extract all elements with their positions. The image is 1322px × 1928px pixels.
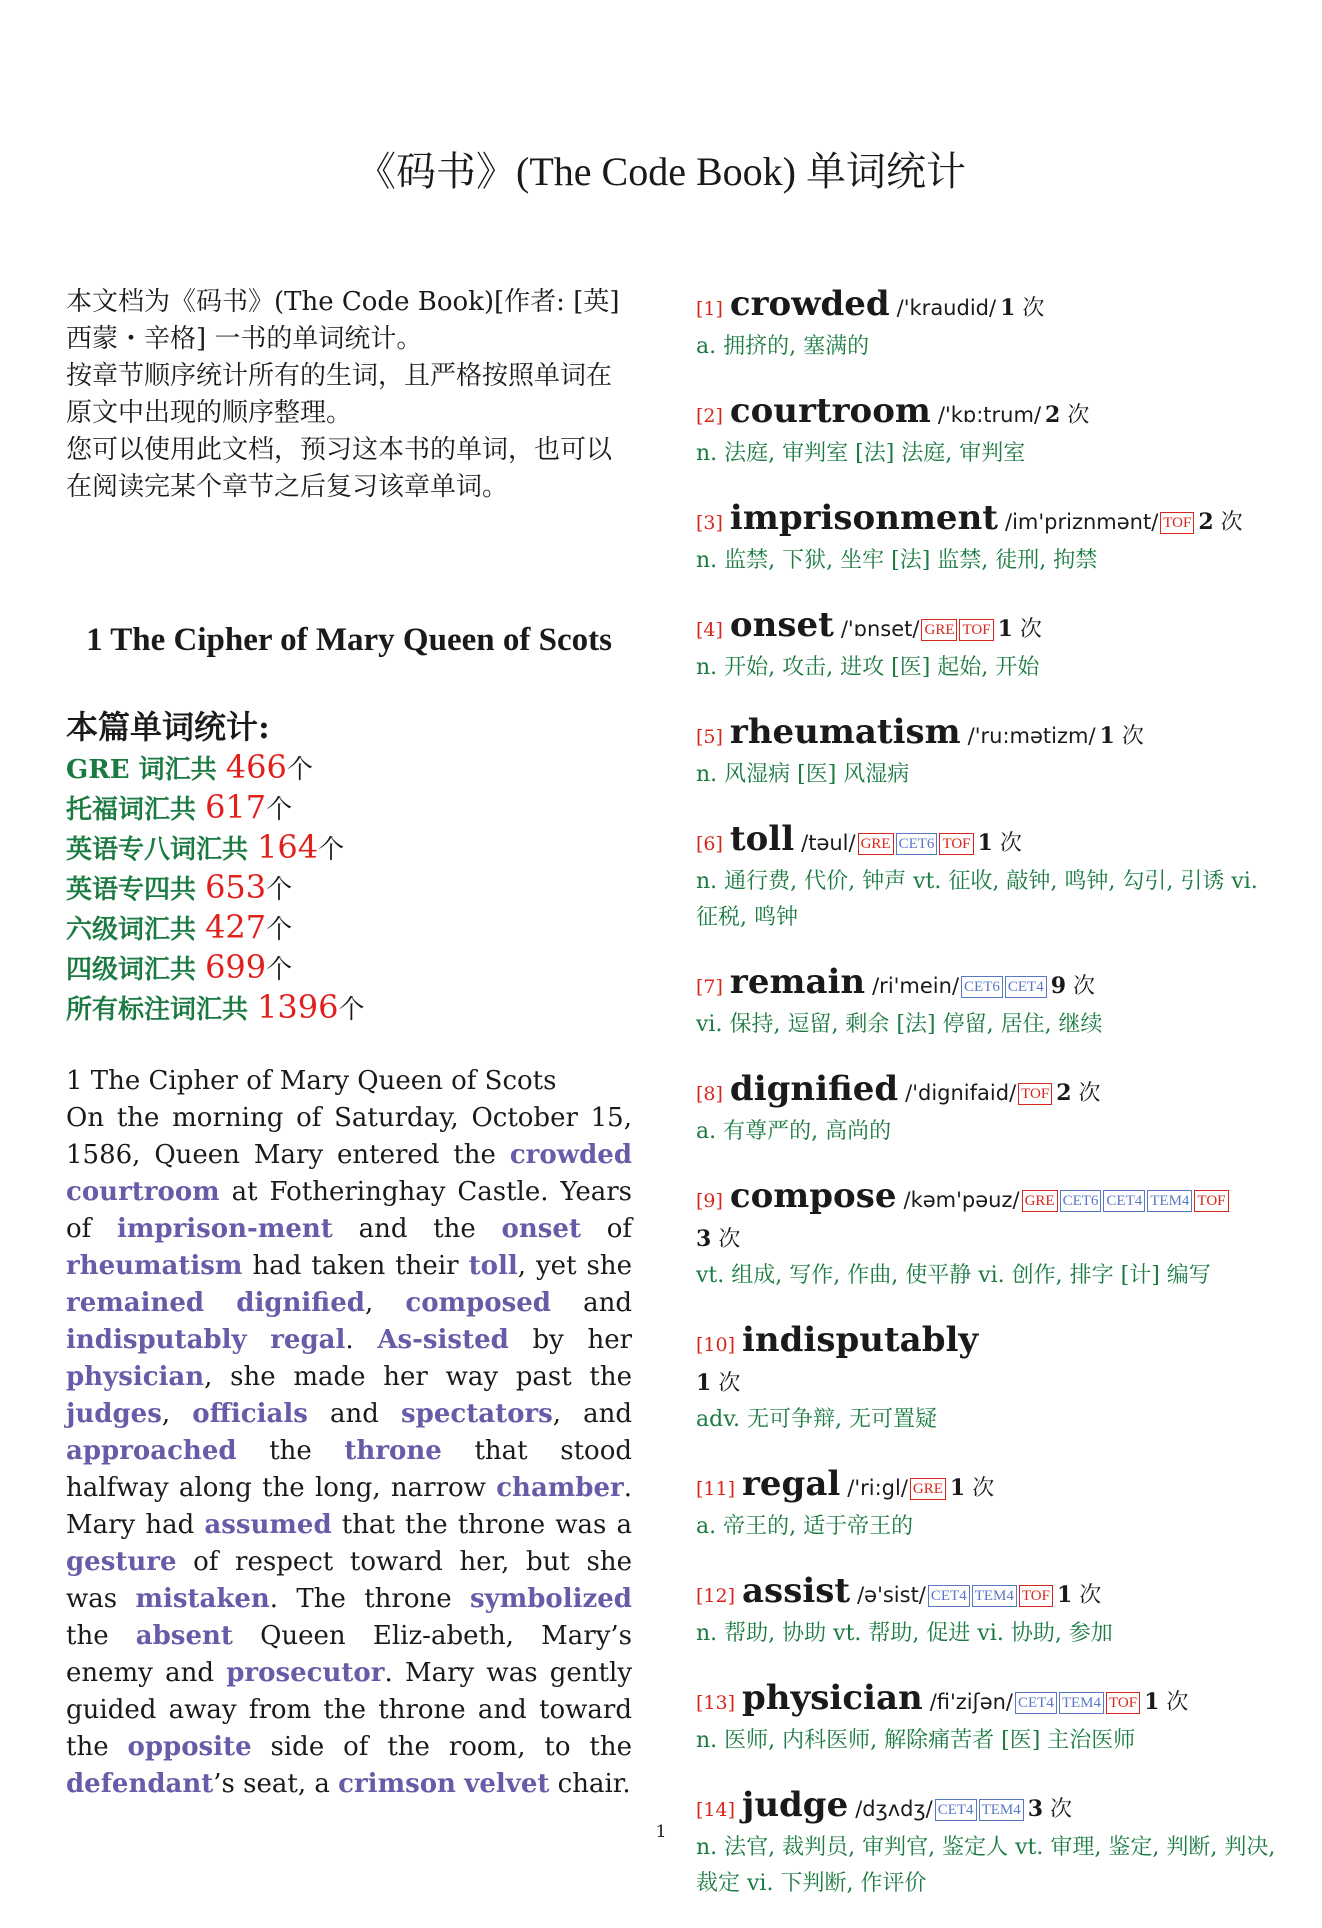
entry-definition: n. 法官, 裁判员, 审判官, 鉴定人 vt. 审理, 鉴定, 判断, 判决, 裁定 vi. 下判断, 作评价 xyxy=(696,1835,1276,1896)
entry-index: [13] xyxy=(696,1692,736,1714)
entry-head xyxy=(696,962,1282,1007)
entry-count xyxy=(1100,724,1144,749)
entry-index: [4] xyxy=(696,619,723,641)
entry-phonetic: /'dignifaid/ xyxy=(905,1081,1017,1105)
entry-count xyxy=(1051,974,1095,999)
level-tag: TEM4 xyxy=(1059,1692,1104,1714)
entry-index: [5] xyxy=(696,726,723,748)
level-tag: TOF xyxy=(959,619,993,641)
level-tag: CET4 xyxy=(1015,1692,1057,1714)
entry-definition: adv. 无可争辩, 无可置疑 xyxy=(696,1407,937,1432)
count-number: 1 xyxy=(1000,295,1016,321)
entry-word: regal xyxy=(742,1464,841,1504)
highlighted-word: crimson xyxy=(338,1769,456,1799)
level-tag: GRE xyxy=(910,1478,946,1500)
entry-definition: a. 有尊严的, 高尚的 xyxy=(696,1119,892,1144)
stats-row xyxy=(66,949,632,989)
highlighted-word: opposite xyxy=(127,1732,252,1762)
entry-word: onset xyxy=(729,605,834,645)
count-unit: 次 xyxy=(1079,1583,1102,1608)
entry-phonetic: /fi'ziʃən/ xyxy=(929,1690,1013,1714)
entry-count xyxy=(1028,1797,1072,1822)
entry-definition: a. 拥挤的, 塞满的 xyxy=(696,334,870,359)
stats-row xyxy=(66,909,632,949)
highlighted-word: toll xyxy=(468,1251,518,1281)
count-unit: 次 xyxy=(1050,1797,1073,1822)
level-tag: CET4 xyxy=(1103,1190,1145,1212)
stats-number: 427 xyxy=(205,908,267,946)
intro xyxy=(66,284,632,506)
vocab-entry xyxy=(696,1176,1282,1294)
entry-count xyxy=(1045,403,1089,428)
count-unit: 次 xyxy=(1121,724,1144,749)
entry-word: crowded xyxy=(729,284,890,324)
stats-row xyxy=(66,749,632,789)
entry-index: [10] xyxy=(696,1334,736,1356)
entry-phonetic: /təul/ xyxy=(801,831,856,855)
stats-unit: 个 xyxy=(286,755,313,785)
level-tag: CET4 xyxy=(1005,976,1047,998)
count-unit: 次 xyxy=(1078,1081,1101,1106)
stats-unit: 个 xyxy=(318,835,345,865)
entry-word: imprisonment xyxy=(729,498,998,538)
count-number: 2 xyxy=(1198,509,1214,535)
entry-head xyxy=(696,1176,1282,1221)
word-stats xyxy=(66,705,632,1029)
intro-line: 您可以使用此文档，预习这本书的单词，也可以在阅读完某个章节之后复习该章单词。 xyxy=(66,435,613,502)
vocab-entry xyxy=(696,498,1282,579)
left-column xyxy=(66,284,632,1803)
level-tag: GRE xyxy=(921,619,957,641)
entry-count xyxy=(1056,1081,1100,1106)
vocab-entry xyxy=(696,962,1282,1043)
entry-phonetic: /'kɒ:trum/ xyxy=(937,403,1042,427)
entry-definition: vt. 组成, 写作, 作曲, 使平静 vi. 创作, 排字 [计] 编写 xyxy=(696,1263,1211,1288)
highlighted-word: absent xyxy=(135,1621,233,1651)
count-unit: 次 xyxy=(718,1227,741,1252)
stats-label: 六级词汇共 xyxy=(66,915,206,945)
vocab-entry xyxy=(696,819,1282,936)
entry-definition: n. 通行费, 代价, 钟声 vt. 征收, 敲钟, 鸣钟, 勾引, 引诱 vi. 征税, 鸣钟 xyxy=(696,869,1258,930)
vocab-entry xyxy=(696,1069,1282,1150)
highlighted-word: courtroom xyxy=(66,1177,220,1207)
passage-header: 1 The Cipher of Mary Queen of Scots xyxy=(66,1066,557,1096)
level-tag: CET4 xyxy=(935,1799,977,1821)
stats-label: 托福词汇共 xyxy=(66,795,206,825)
entry-count xyxy=(1198,510,1242,535)
count-unit: 次 xyxy=(972,1476,995,1501)
entry-count xyxy=(696,1227,740,1252)
entry-definition: n. 开始, 攻击, 进攻 [医] 起始, 开始 xyxy=(696,655,1040,680)
vocab-entry xyxy=(696,1571,1282,1652)
level-tag: CET6 xyxy=(1060,1190,1102,1212)
stats-number: 699 xyxy=(205,948,267,986)
count-number: 1 xyxy=(1056,1582,1073,1608)
count-number: 1 xyxy=(1099,723,1115,749)
entry-word: remain xyxy=(729,962,866,1002)
entry-count xyxy=(1000,296,1044,321)
count-number: 2 xyxy=(1045,402,1061,428)
count-unit: 次 xyxy=(1022,296,1045,321)
level-tag: CET6 xyxy=(896,833,938,855)
entry-definition: n. 监禁, 下狱, 坐牢 [法] 监禁, 徒刑, 拘禁 xyxy=(696,548,1098,573)
count-unit: 次 xyxy=(1220,510,1243,535)
entry-count xyxy=(696,1371,740,1396)
level-tag: GRE xyxy=(858,833,894,855)
level-tag: TEM4 xyxy=(972,1585,1017,1607)
entry-phonetic: /ri'mein/ xyxy=(872,974,960,998)
vocab-entry xyxy=(696,1678,1282,1759)
level-tag: CET4 xyxy=(928,1585,970,1607)
highlighted-word: onset xyxy=(501,1214,581,1244)
highlighted-word: prosecutor xyxy=(226,1658,385,1688)
entry-definition: n. 帮助, 协助 vt. 帮助, 促进 vi. 协助, 参加 xyxy=(696,1621,1113,1646)
entry-index: [6] xyxy=(696,833,723,855)
level-tag: TOF xyxy=(1106,1692,1140,1714)
count-unit: 次 xyxy=(999,831,1022,856)
passage: 1 The Cipher of Mary Queen of Scots On the morning of Saturday, October 15, 1586, Queen Mary entered the crowded courtroom at Fotheringhay Castle. Years of imprison-ment and the onset of rheumatism had taken their toll, yet she remained dignified, composed and indisputably regal. As-sisted by her physician, she made her way past the judges, officials and spectators, and approached the throne that stood halfway along the long, narrow chamber. Mary had assumed that the throne was a gesture of respect toward her, but she was mistaken. The throne symbolized the absent Queen Eliz-abeth, Mary’s enemy and prosecutor. Mary was gently guided away from the throne and toward the opposite side of the room, to the defendant’s seat, a crimson velvet chair. xyxy=(66,1063,632,1803)
entry-phonetic: /ə'sist/ xyxy=(857,1583,926,1607)
entry-head xyxy=(696,605,1282,650)
highlighted-word: throne xyxy=(344,1436,442,1466)
vocab-entry xyxy=(696,1320,1282,1438)
entry-count xyxy=(950,1476,994,1501)
highlighted-word: spectators xyxy=(401,1399,553,1429)
level-tag: TOF xyxy=(1160,512,1194,534)
highlighted-word: physician xyxy=(66,1362,205,1392)
intro-line: 本文档为《码书》(The Code Book)[作者: [英] 西蒙・辛格] 一书的单词统计。 xyxy=(66,287,620,354)
entry-count xyxy=(998,617,1042,642)
page-title: 《码书》(The Code Book) 单词统计 xyxy=(356,149,966,194)
count-number: 1 xyxy=(949,1475,966,1501)
count-number: 3 xyxy=(1027,1796,1044,1822)
stats-row xyxy=(66,829,632,869)
entry-phonetic: /im'priznmənt/ xyxy=(1005,510,1159,534)
stats-row xyxy=(66,869,632,909)
highlighted-word: gesture xyxy=(66,1547,177,1577)
count-unit: 次 xyxy=(718,1371,741,1396)
entry-word: compose xyxy=(729,1176,897,1216)
count-unit: 次 xyxy=(1019,617,1042,642)
entry-phonetic: /kəm'pəuz/ xyxy=(903,1188,1020,1212)
entry-count xyxy=(1144,1690,1188,1715)
entry-index: [11] xyxy=(696,1478,736,1500)
entry-head xyxy=(696,1571,1282,1616)
highlighted-word: dignified xyxy=(236,1288,365,1318)
chapter-heading: 1 The Cipher of Mary Queen of Scots xyxy=(86,622,612,658)
entry-head xyxy=(696,284,1282,329)
highlighted-word: mistaken xyxy=(135,1584,270,1614)
entry-definition: n. 医师, 内科医师, 解除痛苦者 [医] 主治医师 xyxy=(696,1728,1136,1753)
highlighted-word: approached xyxy=(66,1436,237,1466)
level-tag: TOF xyxy=(1019,1585,1053,1607)
stats-number: 164 xyxy=(257,828,319,866)
highlighted-word: crowded xyxy=(509,1140,632,1170)
highlighted-word: chamber xyxy=(496,1473,624,1503)
stats-unit: 个 xyxy=(338,995,365,1025)
entry-head xyxy=(696,1678,1282,1723)
entry-index: [7] xyxy=(696,976,723,998)
entry-head xyxy=(696,1320,1282,1365)
entry-definition: n. 法庭, 审判室 [法] 法庭, 审判室 xyxy=(696,441,1026,466)
vocab-entry xyxy=(696,1785,1282,1902)
entry-count xyxy=(1057,1583,1101,1608)
entry-word: judge xyxy=(742,1785,849,1825)
highlighted-word: judges xyxy=(66,1399,162,1429)
highlighted-word: composed xyxy=(405,1288,551,1318)
entry-index: [9] xyxy=(696,1190,723,1212)
entry-definition: n. 风湿病 [医] 风湿病 xyxy=(696,762,910,787)
entry-head xyxy=(696,498,1282,543)
count-unit: 次 xyxy=(1067,403,1090,428)
entry-index: [1] xyxy=(696,298,723,320)
entry-word: courtroom xyxy=(729,391,931,431)
entry-index: [8] xyxy=(696,1083,723,1105)
stats-label: 四级词汇共 xyxy=(66,955,206,985)
count-unit: 次 xyxy=(1166,1690,1189,1715)
entry-count-line xyxy=(696,1365,1282,1402)
highlighted-word: remained xyxy=(66,1288,205,1318)
intro-line: 按章节顺序统计所有的生词，且严格按照单词在原文中出现的顺序整理。 xyxy=(66,361,613,428)
highlighted-word: assumed xyxy=(204,1510,332,1540)
highlighted-word: regal xyxy=(270,1325,346,1355)
count-number: 1 xyxy=(1144,1689,1160,1715)
entry-index: [12] xyxy=(696,1585,736,1607)
entry-head xyxy=(696,712,1282,757)
entry-index: [14] xyxy=(696,1799,736,1821)
entry-word: toll xyxy=(729,819,795,859)
stats-number: 466 xyxy=(225,748,287,786)
level-tag: TOF xyxy=(1018,1083,1052,1105)
entry-count-line xyxy=(696,1221,1282,1258)
entry-definition: a. 帝王的, 适于帝王的 xyxy=(696,1514,914,1539)
vocab-entry xyxy=(696,391,1282,472)
stats-unit: 个 xyxy=(266,795,293,825)
vocab-entry xyxy=(696,1464,1282,1545)
level-tag: GRE xyxy=(1022,1190,1058,1212)
highlighted-word: indisputably xyxy=(66,1325,247,1355)
count-number: 1 xyxy=(977,830,993,856)
highlighted-word: symbolized xyxy=(469,1584,632,1614)
stats-label: 所有标注词汇共 xyxy=(66,995,258,1025)
stats-row xyxy=(66,989,632,1029)
level-tag: TEM4 xyxy=(1147,1190,1192,1212)
stats-unit: 个 xyxy=(266,955,293,985)
entry-count xyxy=(978,831,1022,856)
entry-phonetic: /'ɒnset/ xyxy=(840,617,920,641)
count-number: 1 xyxy=(696,1370,712,1396)
stats-label: 英语专四共 xyxy=(66,875,206,905)
entry-phonetic: /'ru:mətizm/ xyxy=(967,724,1096,748)
stats-unit: 个 xyxy=(266,875,293,905)
entry-head xyxy=(696,1069,1282,1114)
stats-number: 1396 xyxy=(257,988,339,1026)
vocab-entry xyxy=(696,712,1282,793)
stats-number: 653 xyxy=(205,868,267,906)
vocab-entry xyxy=(696,605,1282,686)
entry-head xyxy=(696,819,1282,864)
highlighted-word: defendant xyxy=(66,1769,214,1799)
page-number: 1 xyxy=(655,1822,667,1842)
stats-label: GRE 词汇共 xyxy=(66,755,226,785)
vocab-entry xyxy=(696,284,1282,365)
level-tag: TEM4 xyxy=(979,1799,1024,1821)
highlighted-word: imprison-ment xyxy=(117,1214,333,1244)
stats-unit: 个 xyxy=(266,915,293,945)
level-tag: TOF xyxy=(1194,1190,1228,1212)
entry-word: rheumatism xyxy=(729,712,961,752)
count-unit: 次 xyxy=(1073,974,1096,999)
entry-index: [2] xyxy=(696,405,723,427)
stats-number: 617 xyxy=(205,788,267,826)
entry-head xyxy=(696,391,1282,436)
count-number: 9 xyxy=(1050,973,1067,999)
highlighted-word: As-sisted xyxy=(377,1325,509,1355)
highlighted-word: officials xyxy=(192,1399,308,1429)
entry-phonetic: /'ri:gl/ xyxy=(847,1476,908,1500)
entry-head xyxy=(696,1464,1282,1509)
level-tag: TOF xyxy=(939,833,973,855)
stats-label: 英语专八词汇共 xyxy=(66,835,258,865)
level-tag: CET6 xyxy=(961,976,1003,998)
count-number: 2 xyxy=(1056,1080,1072,1106)
entry-word: indisputably xyxy=(742,1320,979,1360)
entry-index: [3] xyxy=(696,512,723,534)
entry-word: physician xyxy=(742,1678,923,1718)
entry-definition: vi. 保持, 逗留, 剩余 [法] 停留, 居住, 继续 xyxy=(696,1012,1103,1037)
highlighted-word: velvet xyxy=(464,1769,550,1799)
entry-word: dignified xyxy=(729,1069,899,1109)
entry-phonetic: /dʒʌdʒ/ xyxy=(855,1797,933,1821)
count-number: 3 xyxy=(696,1226,712,1252)
entry-word: assist xyxy=(742,1571,851,1611)
highlighted-word: rheumatism xyxy=(66,1251,243,1281)
stats-row xyxy=(66,789,632,829)
count-number: 1 xyxy=(997,616,1013,642)
vocab-list xyxy=(696,284,1282,1928)
entry-phonetic: /'kraudid/ xyxy=(896,296,997,320)
stats-title: 本篇单词统计: xyxy=(66,708,270,746)
